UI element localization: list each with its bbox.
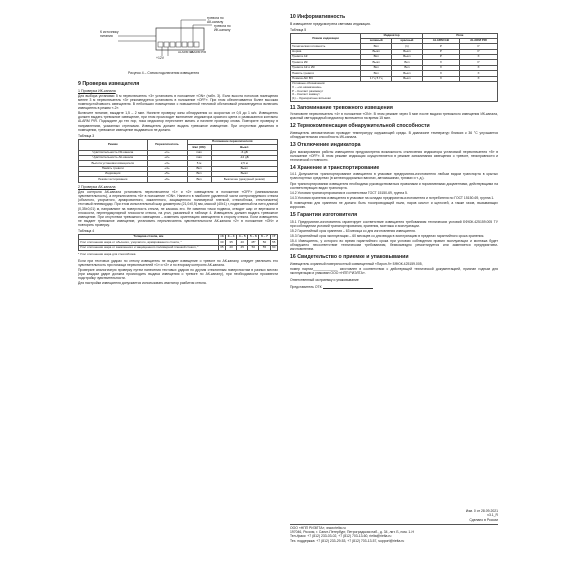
table-row [79,177,278,182]
paragraph: номер партии_____________ изготовлен в соответствии с действующей технической документацией, признан годным для эксплуатации и упакован ООО «НПП РИЭЛТА». [290,266,498,275]
legend-line: Р – Контакт разомкнут [292,88,324,93]
table-cell: 60 [270,245,277,250]
table-cell: Х [459,55,497,60]
left-column [78,14,278,286]
table-5 [290,33,498,102]
connection-diagram [78,14,278,78]
table-cell: 5 м [187,161,211,166]
section-13-heading: 13 Отключение индикатора [290,142,361,149]
table-4-caption: Таблица 4 [78,229,95,233]
table-cell: Р [422,44,459,49]
table-cell: Х [459,65,497,70]
section-11-heading: 11 Запоминание тревожного извещения [290,104,393,111]
diagram-label-12v: +12V [156,56,165,60]
table-cell: Р [422,55,459,60]
table-cell: max [187,150,211,155]
table-cell: Выкл [211,166,277,171]
table-cell: 50 [248,245,259,250]
table-cell: Норма [291,49,361,54]
table-cell: Помеха АК/ ВЧ [291,76,361,81]
table-cell: Х [422,71,459,76]
table-header: красный [392,38,423,43]
table-header: Вкл (ON) [187,145,211,150]
right-column [290,14,498,292]
table-3 [78,139,278,183]
table-cell: Х [459,76,497,81]
section-10-heading: 10 Информативность [290,14,346,20]
table-cell: 55 [259,245,270,250]
table-cell: Высота установки извещателя [79,161,148,166]
table-cell: (1) [392,44,423,49]
diagram-label-tamper-ak: тревога по АК-каналу [207,16,224,24]
table-cell: Вкл [361,65,392,70]
section-9-sub2: 2 Проверка АК-канала [78,184,116,189]
table-cell: 45* [248,240,259,245]
paragraph: Для настройки извещателя допускается использовать имитатор разбития стекла. [78,281,207,286]
diagram-label-tamper-ik: тревога по ИК-каналу [214,24,231,32]
table-cell: max [187,155,211,160]
paragraph: Извещатель охранный поверхностный совмещенный «Пирон-9» БФЮК.425159.005, [290,261,423,266]
version: v3.1_R [487,513,498,518]
table-cell: Индикация [79,172,148,177]
table-cell: 50 [259,240,270,245]
table-cell: Вкл [392,65,423,70]
legend-line: Х – «по назначению» [292,84,322,89]
table-cell: 40 [226,245,237,250]
table-cell: «5» [147,172,187,177]
table-header: 3 – 4 [226,235,237,240]
table-header: ALARM GB [422,38,459,43]
table-cell: Выкл [361,60,392,65]
legend-line: З – Контакт замкнут [292,92,320,97]
table-cell: Вкл [187,177,211,182]
section-9-sub1: 1 Проверка ИК-канала [78,88,116,93]
table-cell: Угол отклонения шара от закаленного и защищенного полимерной пленкой стекол, ° [79,245,219,250]
table-cell: Выкл [392,71,423,76]
section-12-heading: 12 Термокомпенсация обнаружительной способности [290,123,430,130]
paragraph: 15.1 Предприятие-изготовитель гарантирует соответствие извещателя требованиям технических условий БФЮК.425159.005 ТУ при соблюдении условий транспортирования, хранения, монтажа и эксплуатации. [290,219,498,228]
table-cell: 35 [218,245,225,250]
table-cell: Режим тестирования [79,177,148,182]
paragraph: 14.2 Условия транспортирования в соответствии ГОСТ 15150-69, группа 5. [290,190,408,195]
table-cell: -12 дБ [211,155,277,160]
table-cell: Выкл [392,76,423,81]
table-5-caption: Таблица 5 [290,27,307,32]
paragraph: 15.3 Гарантийный срок эксплуатации – 60 месяцев со дня ввода в эксплуатацию в пределах гарантийного срока хранения. [290,233,485,238]
table-header: Режим индикации [291,33,361,44]
paragraph: В помещении для хранения не должно быть токопроводящей пыли, паров кислот и щелочей, а также газов, вызывающих коррозию. [290,200,498,210]
table-header: Режим [79,139,148,150]
table-cell: Вкл [361,55,392,60]
table-header: зеленый [361,38,392,43]
paragraph: Если при тестовых ударах по стеклу извещатель не выдает извещение о тревоге по АК-каналу, следует увеличить его чувствительность при помощи переключателей «1» и «2» и по второму контролю АК-канала. [78,258,278,267]
table-cell: Память тревоги [291,71,361,76]
table-cell: 40 [237,240,248,245]
table-cell: Вкл [187,166,211,171]
table-4-note: * Угол отклонения шара для стеклоблока [78,252,136,257]
table-cell: Тревога АК и ИК [291,65,361,70]
table-cell: Угол отклонения шара от обычного, узорчатого, армированного стекла, ° [79,240,219,245]
paragraph: 15.4 Извещатель, у которого во время гарантийного срока при условии соблюдения правил эксплуатации и монтажа будет обнаружено несоответствие техническим требованиям, безвозмездно ремонтируется или заменяется предприятием-изготовителем. [290,239,498,252]
section-9-heading: 9 Проверка извещателя [78,81,140,87]
acceptance-label: Ответственный за приемку и упаковывание [290,278,359,283]
paragraph: При транспортировании извещателя необходимо руководствоваться правилами и нормативными документами, действующими на соответствующих видах транспорта. [290,181,498,190]
table-header: Положение переключателя [187,139,278,144]
table-cell: Тревога АК [291,55,361,60]
table-cell: Память тревоги [79,166,148,171]
table-cell: «2» [147,155,187,160]
table-cell: «3» [147,161,187,166]
paragraph: Установите переключатель «4» в положение «ON». В этом режиме через 5 мин после выдачи тревожного извещения ИК-канала, красный светодиодный индикатор включается на время 15 мин. [290,112,498,121]
paragraph: Для контроля АК-канала установить переключатели «1» и «2» извещателя в положение «OFF» (минимальная чувствительность), а переключатель «6» в положение «ON». Нанести в наиболее удаленной части контролируемого стекла (обычного, узорчатого, армированного, закаленного, защищенного полимерной пленкой, стеклоблока, стеклопакета) тестовый пневмоудар. При этом испытательный шар диаметром (21,0±0,5) мм, массой (40±1) г, подвешенный на нити длиной (0,35±0,01) м, направляют на поверхность стекла, не касаясь его. Не изменяя точки подвеса, отводят шар от вертикали в плоскости, перпендикулярной плоскости стекла, на угол, указанный в таблице 4. Извещатель должен выдать тревожное извещение. При отсутствии тревожного извещения – изменить ориентацию извещателя в сторону стекла. Если извещатель не выдает тревожное извещение, установить переключатель чувствительности АК-канала «2» в положение «ON» и повторить проверку. [78,190,278,227]
table-cell: 1 Гц 5 Гц [361,76,392,81]
signature-line [323,288,373,289]
diagram-label-power: К источнику питания [100,30,119,38]
table-header: <3 [220,234,224,239]
table-cell: Вкл [187,172,211,177]
paragraph: Для маскирования работы извещателя предусмотрена возможность отключения индикатора установкой переключателя «5» в положение «OFF». В этом режиме индикация осуществляется в режиме запоминания извещения о тревоге, неисправности и технической готовности. [290,149,498,162]
paragraph: 14.3 Условия хранения извещателя в упаковке на складах предприятия-изготовителя и потребителя по ГОСТ 15150-69, группа 1. [290,195,495,200]
table-header: Толщина стекла, мм [79,235,219,240]
paragraph: Для выбора установки 5 м переключатель «3» установить в положение «ON» (табл. 3). Если высота потолков помещения менее 3 м переключатель «3» рекомендуется установить в положение «OFF». При этом обеспечивается более высокая помехоустойчивость извещателя. В небольших помещениях с повышенной тепловой обстановкой рекомендуется включать извещатель в режим «-2». [78,93,278,111]
table-cell: -6 дБ [211,150,277,155]
table-header: 6 – 7 [259,235,270,240]
legend-line: (1) – Однократные вспышки [292,95,331,100]
table-header: >7 [270,235,277,240]
table-cell: Вкл [361,44,392,49]
table-row [291,81,498,101]
table-cell: Х [422,76,459,81]
table-header: Выкл [211,145,277,150]
paragraph: 15.2 Гарантийный срок хранения – 63 месяца со дня изготовления извещателя. [290,228,416,233]
table-cell: Вкл [361,71,392,76]
table-cell: Выкл [392,49,423,54]
phone: Тел./факс: +7 (812) 233-03-02, +7 (812) 703-13-60, rielta@rielta.ru [290,534,392,539]
paragraph: В извещателе предусмотрена световая индикация. [290,21,371,26]
diagram-label-alarm-pir: ALARM PIR [190,50,207,54]
table-cell: Выключен (дежурный режим) [211,177,277,182]
made-in: Сделано в России [469,517,498,522]
otk-label: Представитель ОТК [290,285,322,290]
table-cell: Х [422,65,459,70]
otk-signature [290,285,498,289]
table-cell: Р [459,60,497,65]
table-row [79,245,278,250]
table-header: 5 – 6 [248,235,259,240]
company: ООО «НПП РИЭЛТА», www.rielta.ru [290,524,498,530]
table-cell: Р [422,49,459,54]
table-cell: Чувствительность АК-канала [79,155,148,160]
table-cell: Вкл [392,60,423,65]
support-phone: Тех. поддержка: +7 (812) 233-29-53, +7 (812) 703-13-57, support@rielta.ru [290,538,405,543]
table-cell: Х [459,71,497,76]
table-header: ALARM PIR [459,38,497,43]
diagram-label-alarm-gb: ALARM GB [178,50,194,54]
table-cell: «1» [147,150,187,155]
table-cell: Чувствительность ИК-канала [79,150,148,155]
table-cell: 30 [218,240,225,245]
table-cell: 55 [270,240,277,245]
table-cell: Р [459,49,497,54]
table-cell: Техническая готовность [291,44,361,49]
table-legend [291,81,498,101]
table-header: Реле [422,33,497,38]
wiring-svg [78,14,278,70]
paragraph: Извещатель автоматически проводит температуру окружающей среды. В диапазоне температур близких к 36 °С улучшается обнаружительная способность ИК-канала. [290,130,498,139]
table-header: 4 – 5 [237,235,248,240]
paragraph: Включите питание, выждите 1,5 – 2 мин. Начните проверку зоны обнаружения со скоростью от 0,5 до 1 м/с. Извещатель должен выдать тревожное извещение, при этом происходит включение индикатора красного цвета и размыкаются контакты ALARM PIR. Подождите до тех пор, пока индикатор перестанет мигать и начните проверку снова. Повторите проверку в направлениях, указанных стрелками. Извещатель должен выдать тревожное извещение. При отсутствии движения в помещении, тревожное извещение выдаваться не должно. [78,111,278,132]
diagram-caption: Рисунок 4 – Схема подключения извещателя [128,71,200,75]
table-cell: Х [422,60,459,65]
table-4 [78,234,278,251]
revision: Изм. 0 от 28.09.2021 [465,509,498,513]
table-cell: «6» [147,177,187,182]
table-cell: Выкл [392,55,423,60]
table-cell: Тревога ИК [291,60,361,65]
table-cell: 45 [237,245,248,250]
section-14-heading: 14 Хранение и транспортирование [290,164,380,171]
table-3-caption: Таблица 3 [78,133,95,138]
section-15-heading: 15 Гарантии изготовителя [290,212,358,219]
table-cell: «4» [147,166,187,171]
section-16-heading: 16 Свидетельство о приемке и упаковывании [290,254,409,261]
address: 197046, Россия, г. Санкт-Петербург, Петроградская наб., д. 34, лит. Б, пом. 1-Н [290,530,414,535]
legend-line: Условные обозначения: [292,81,326,86]
table-cell: Выкл [211,172,277,177]
table-cell: Р [459,44,497,49]
paragraph: Проверьте аналогичную проверку путем нанесения тестовых ударов по другим стеклянным поверхностям в разных местах (при каждом ударе должна происходить выдача извещения о тревоге по АК-каналу), при необходимости произвести подстройку чувствительности. [78,267,278,281]
table-cell: Выкл [361,49,392,54]
table-header: Индикатор [361,33,422,38]
table-cell: 2,5 м [211,161,277,166]
footer [290,509,498,543]
paragraph: 14.1 Допускается транспортирование извещателя в упаковке предприятия-изготовителя любым видом транспорта в крытых транспортных средствах (в железнодорожных вагонах, автомашинах, трюмах и т. д.). [290,172,498,181]
table-header: Переключатель [147,139,187,150]
table-cell: 35 [226,240,237,245]
